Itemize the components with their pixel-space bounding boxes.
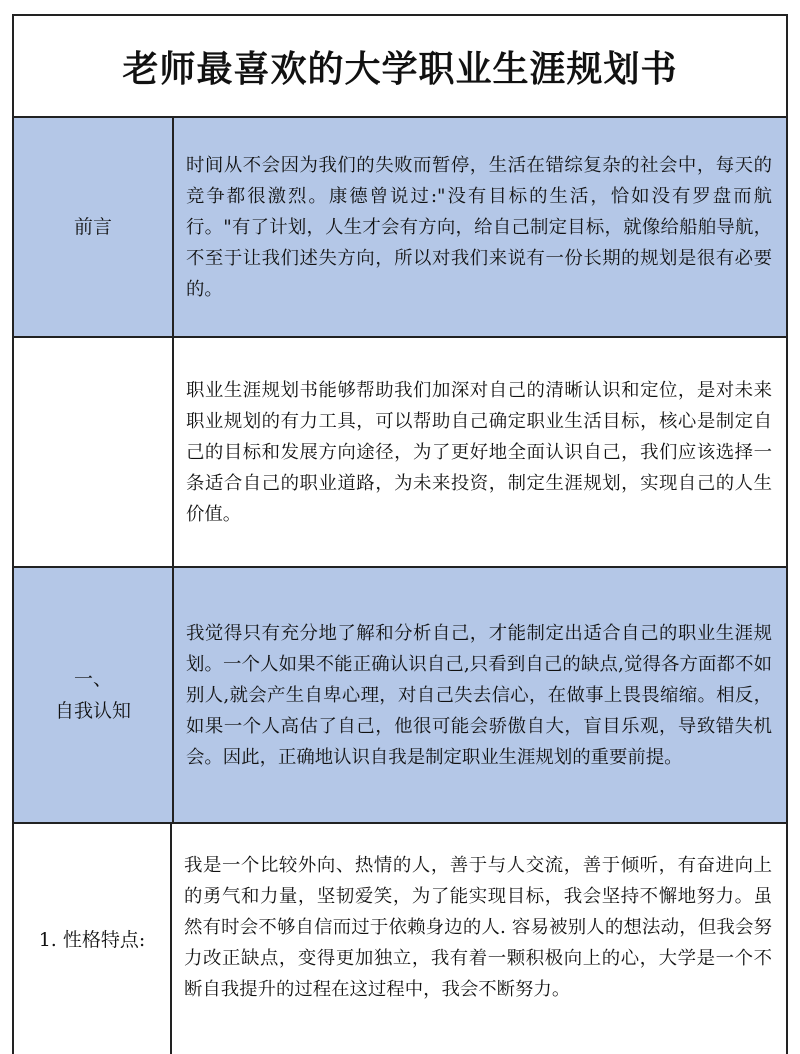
row-label: 一、 自我认知 <box>14 568 174 822</box>
row-content: 时间从不会因为我们的失败而暂停，生活在错综复杂的社会中，每天的竞争都很激烈。康德曾说过:"没有目标的生活，恰如没有罗盘而航行。"有了计划，人生才会有方向，给自己制定目标，就像给船舶导航，不至于让我们述失方向，所以对我们来说有一份长期的规划是很有必要的。 <box>174 118 786 336</box>
row-content: 我觉得只有充分地了解和分析自己，才能制定出适合自己的职业生涯规划。一个人如果不能正确认识自己,只看到自己的缺点,觉得各方面都不如别人,就会产生自卑心理，对自己失去信心，在做事上畏畏缩缩。相反，如果一个人高估了自己，他很可能会骄傲自大，盲目乐观，导致错失机会。因此，正确地认识自我是制定职业生涯规划的重要前提。 <box>174 568 786 822</box>
row-content: 我是一个比较外向、热情的人，善于与人交流，善于倾听，有奋进向上的勇气和力量，坚韧爱笑，为了能实现目标，我会坚持不懈地努力。虽然有时会不够自信而过于依赖身边的人. 容易被别人的想法动，但我会努力改正缺点，变得更加独立，我有着一颗积极向上的心，大学是一个不断自我提升的过程在这过程中，我会不断努力。 <box>172 824 786 1054</box>
row-label: 1. 性格特点: <box>14 824 172 1054</box>
table-row-intro <box>14 338 786 568</box>
document-table <box>12 14 788 1054</box>
page-title: 老师最喜欢的大学职业生涯规划书 <box>14 16 786 118</box>
table-row-personality <box>14 824 786 1054</box>
table-row-self-awareness <box>14 568 786 824</box>
table-row-preface <box>14 118 786 338</box>
row-label <box>14 338 174 566</box>
row-label: 前言 <box>14 118 174 336</box>
row-content: 职业生涯规划书能够帮助我们加深对自己的清晰认识和定位，是对未来职业规划的有力工具，可以帮助自己确定职业生活目标，核心是制定自己的目标和发展方向途径，为了更好地全面认识自己，我们应该选择一条适合自己的职业道路，为未来投资，制定生涯规划，实现自己的人生价值。 <box>174 338 786 566</box>
